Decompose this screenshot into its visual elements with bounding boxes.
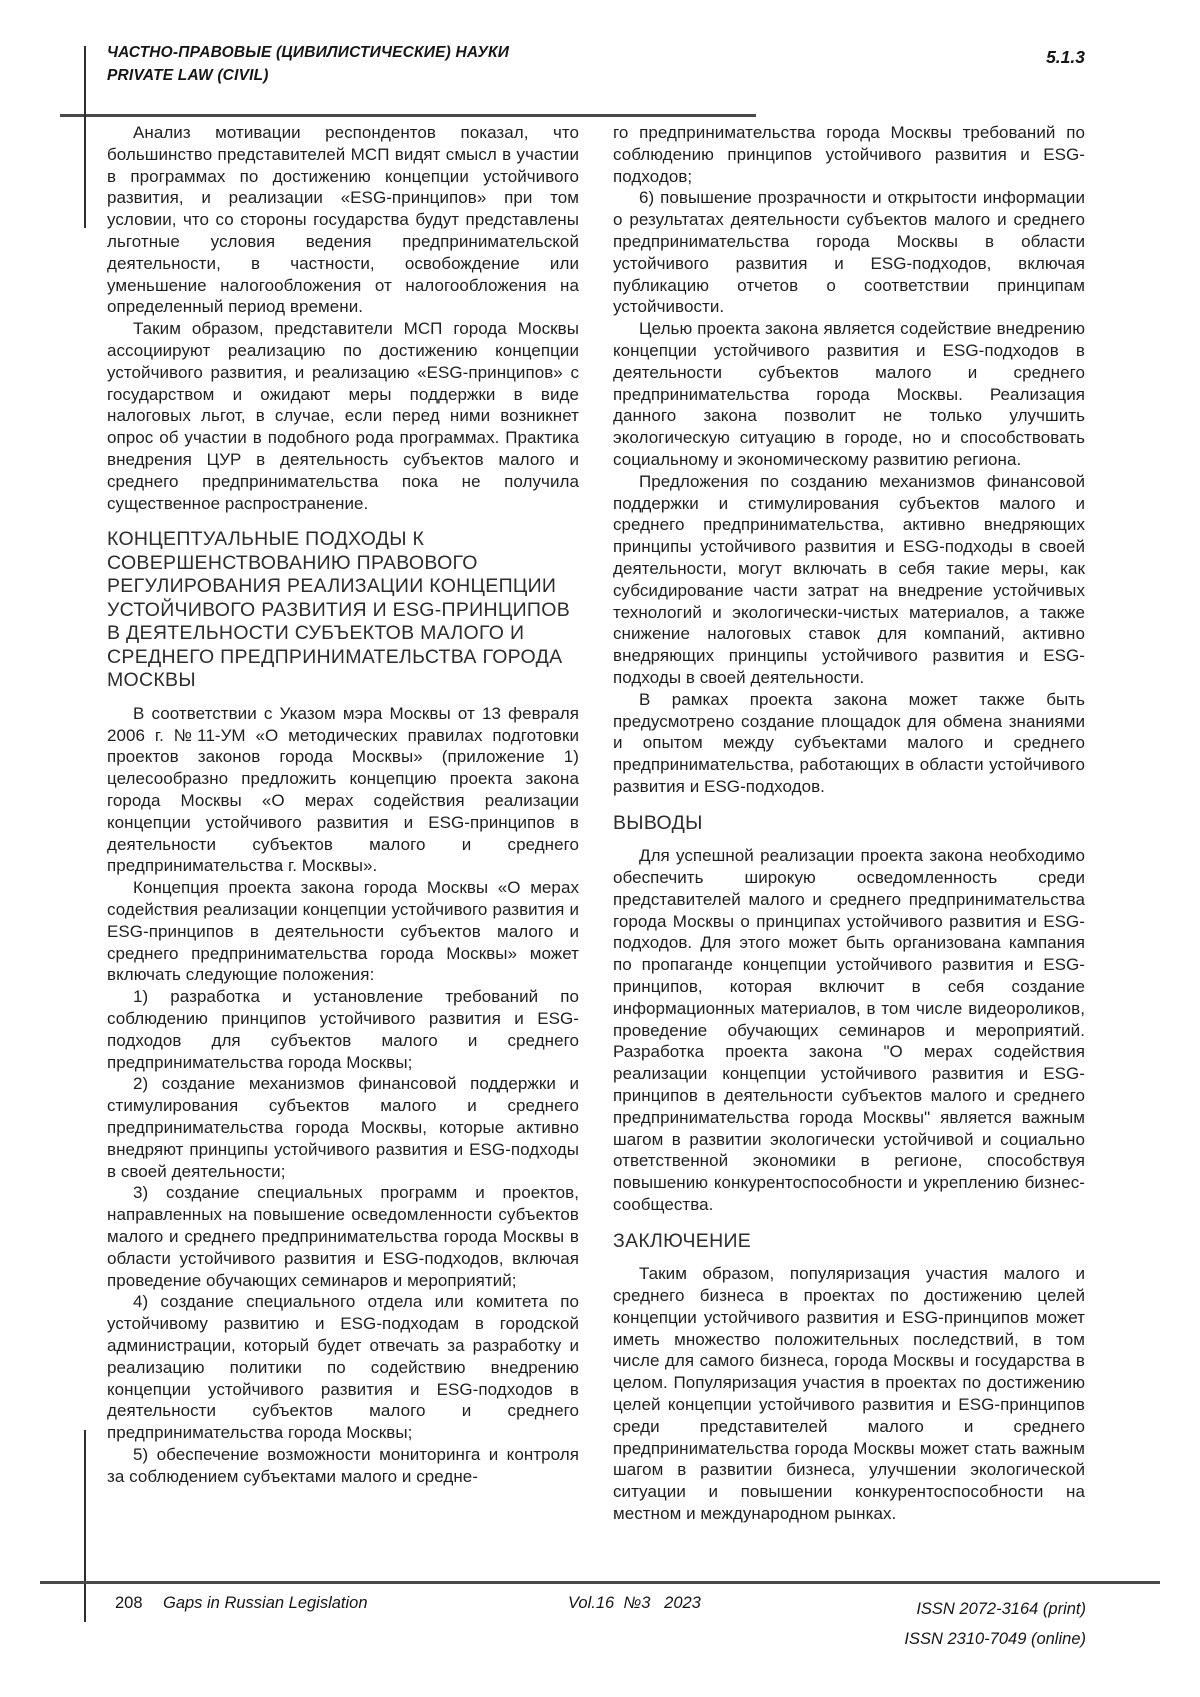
running-header	[107, 41, 509, 87]
left-margin-rule-top	[84, 46, 86, 228]
paragraph: 2) создание механизмов финансовой поддержки и стимулирования субъектов малого и среднего предпринимательства города Москвы, которые активно внедряют принципы устойчивого развития и ESG-подходы в своей деятельности;	[107, 1074, 579, 1181]
paragraph: 3) создание специальных программ и проектов, направленных на повышение осведомленности субъектов малого и среднего предпринимательства города Москвы в области устойчивого развития и ESG-подходов, включая проведение обучающих семинаров и мероприятий;	[107, 1183, 579, 1290]
header-divider-line	[60, 114, 756, 117]
paragraph: го предпринимательства города Москвы требований по соблюдению принципов устойчивого развития и ESG-подходов;	[613, 123, 1085, 186]
article-body	[107, 122, 1085, 1525]
paragraph: 5) обеспечение возможности мониторинга и контроля за соблюдением субъектами малого и средне-	[107, 1444, 579, 1486]
left-margin-rule-bottom	[84, 1430, 86, 1622]
paragraph: Анализ мотивации респондентов показал, что большинство представителей МСП видят смысл в участии в программах по достижению концепции устойчивого развития, и реализации «ESG-принципов» при том условии, что со стороны государства будут представлены льготные условия ведения предпринимательской деятельности, в частности, освобождение или уменьшение налогообложения от налогообложения на определенный период времени.	[107, 123, 579, 317]
issn-online: ISSN 2310-7049 (online)	[904, 1630, 1086, 1648]
paragraph: В соответствии с Указом мэра Москвы от 13 февраля 2006 г. №11-УМ «О методических правилах подготовки проектов законов города Москвы» (приложение 1) целесообразно предложить концепцию проекта закона города Москвы «О мерах содействия реализации концепции устойчивого развития и ESG-принципов в деятельности субъектов малого и среднего предпринимательства г. Москвы».	[107, 703, 579, 876]
page-number: 208	[115, 1594, 143, 1612]
issn-block	[904, 1594, 1086, 1654]
section-heading: ВЫВОДЫ	[613, 811, 703, 834]
left-column	[107, 122, 579, 1488]
section-category-ru: ЧАСТНО-ПРАВОВЫЕ (ЦИВИЛИСТИЧЕСКИЕ) НАУКИ	[107, 44, 510, 61]
paragraph: 6) повышение прозрачности и открытости информации о результатах деятельности субъектов малого и среднего предпринимательства города Москвы в области устойчивого развития и ESG-подходов, включая публикацию отчетов о соответствии принципам устойчивости.	[613, 188, 1085, 317]
journal-title: Gaps in Russian Legislation	[163, 1594, 368, 1612]
paragraph: Для успешной реализации проекта закона необходимо обеспечить широкую осведомленность среди представителей малого и среднего предпринимательства города Москвы о принципах устойчивого развития и ESG-подходов. Для этого может быть организована кампания по пропаганде концепции устойчивого развития и ESG-принципов, которая включит в себя создание информационных материалов, в том числе видеороликов, проведение обучающих семинаров и мероприятий. Разработка проекта закона "О мерах содействия реализации концепции устойчивого развития и ESG-принципов в деятельности субъектов малого и среднего предпринимательства города Москвы" является важным шагом в развитии экологически устойчивой и социально ответственной экономики в регионе, способствуя повышению конкурентоспособности и укреплению бизнес-сообщества.	[613, 846, 1085, 1214]
paragraph: Целью проекта закона является содействие внедрению концепции устойчивого развития и ESG-подходов в деятельности субъектов малого и среднего предпринимательства города Москвы. Реализация данного закона позволит не только улучшить экологическую ситуацию в городе, но и способствовать социальному и экономическому развитию региона.	[613, 319, 1085, 469]
section-heading: КОНЦЕПТУАЛЬНЫЕ ПОДХОДЫ К СОВЕРШЕНСТВОВАНИЮ ПРАВОВОГО РЕГУЛИРОВАНИЯ РЕАЛИЗАЦИИ КОНЦЕПЦИИ УСТОЙЧИВОГО РАЗВИТИЯ И ESG-ПРИНЦИПОВ В ДЕЯТЕЛЬНОСТИ СУБЪЕКТОВ МАЛОГО И СРЕДНЕГО ПРЕДПРИНИМАТЕЛЬСТВА ГОРОДА МОСКВЫ	[107, 528, 571, 692]
section-category-en: PRIVATE LAW (CIVIL)	[107, 67, 269, 84]
paragraph: Таким образом, представители МСП города Москвы ассоциируют реализацию по достижению концепции устойчивого развития, и реализацию «ESG-принципов» с государством и ожидают меры поддержки в виде налоговых льгот, в случае, если перед ними возникнет опрос об участии в подобного рода программах. Практика внедрения ЦУР в деятельность субъектов малого и среднего предпринимательства пока не получила существенное распространение.	[107, 319, 579, 513]
paragraph: Концепция проекта закона города Москвы «О мерах содействия реализации концепции устойчивого развития и ESG-принципов в деятельности субъектов малого и среднего предпринимательства города Москвы» может включать следующие положения:	[107, 878, 579, 985]
paragraph: Таким образом, популяризация участия малого и среднего бизнеса в проектах по достижению целей концепции устойчивого развития и ESG-принципов может иметь множество положительных последствий, в том числе для самого бизнеса, города Москвы и государства в целом. Популяризация участия в проектах по достижению целей концепции устойчивого развития и ESG-принципов среди представителей малого и среднего предпринимательства города Москвы может стать важным шагом в развитии бизнеса, улучшении экологической ситуации и повышении конкурентоспособности на местном и международном рынках.	[613, 1264, 1085, 1524]
paragraph: В рамках проекта закона может также быть предусмотрено создание площадок для обмена знаниями и опытом между субъектами малого и среднего предпринимательства, работающих в области устойчивого развития и ESG-подходов.	[613, 689, 1085, 796]
issn-print: ISSN 2072-3164 (print)	[916, 1600, 1086, 1618]
paragraph: 4) создание специального отдела или комитета по устойчивому развитию и ESG-подходам в городской администрации, который будет отвечать за разработку и реализацию политики по содействию внедрению концепции устойчивого развития и ESG-подходов в деятельности субъектов малого и среднего предпринимательства города Москвы;	[107, 1292, 579, 1443]
paragraph: 1) разработка и установление требований по соблюдению принципов устойчивого развития и ESG-подходов для субъектов малого и среднего предпринимательства города Москвы;	[107, 987, 579, 1072]
footer-divider-line	[40, 1581, 1160, 1584]
section-heading: ЗАКЛЮЧЕНИЕ	[613, 1229, 752, 1252]
right-column	[613, 122, 1085, 1525]
volume-issue-year: Vol.16 №3 2023	[568, 1594, 701, 1612]
paragraph: Предложения по созданию механизмов финансовой поддержки и стимулирования субъектов малого и среднего предпринимательства, активно внедряющих принципы устойчивого развития и ESG-подходы в своей деятельности, могут включать в себя такие меры, как субсидирование части затрат на внедрение устойчивых технологий и экологически-чистых материалов, а также снижение налоговых ставок для компаний, активно внедряющих принципы устойчивого развития и ESG-подходы в своей деятельности.	[613, 471, 1085, 687]
section-code: 5.1.3	[1046, 47, 1085, 67]
